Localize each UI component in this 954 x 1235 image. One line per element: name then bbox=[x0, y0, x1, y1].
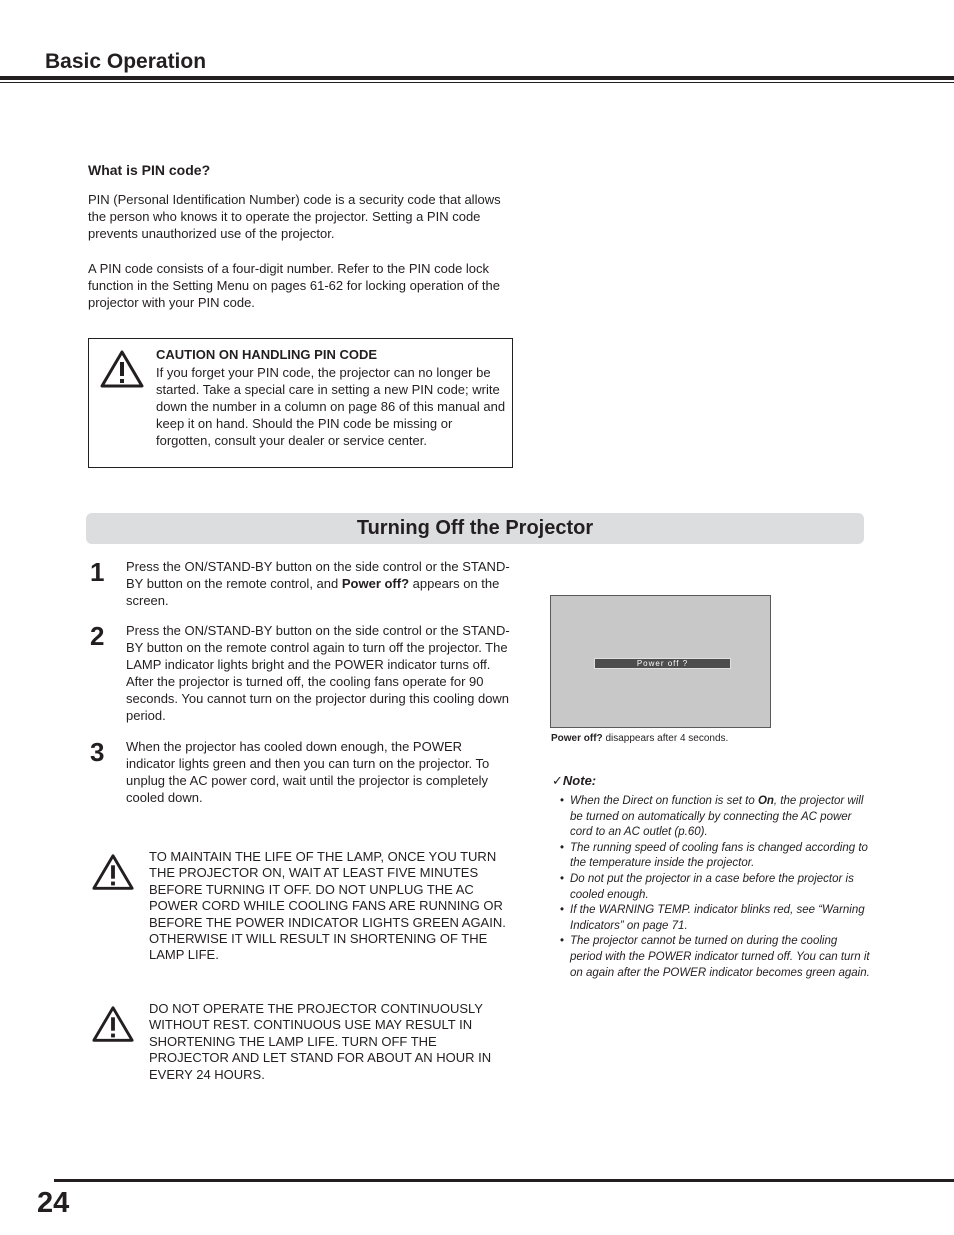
step-1-text-end: appears on the screen. bbox=[126, 576, 500, 608]
warning-text-2: DO NOT OPERATE THE PROJECTOR CONTINUOUSLY WITHOUT REST. CONTINUOUS USE MAY RESULT IN SHORTENING THE LAMP LIFE. TURN OFF THE PROJECTOR AND LET STAND FOR ABOUT AN HOUR IN EVERY 24 HOURS. bbox=[149, 1001, 492, 1082]
step-number-3: 3 bbox=[90, 737, 105, 767]
section-banner bbox=[86, 513, 864, 544]
header-rule-thin bbox=[0, 82, 954, 83]
page-number: 24 bbox=[37, 1187, 70, 1219]
footer-rule bbox=[54, 1179, 954, 1182]
note-heading bbox=[552, 773, 596, 789]
note-item-1-bold: On bbox=[757, 795, 774, 807]
note-list bbox=[560, 794, 870, 981]
note-item-1-start: When the Direct on function is set to bbox=[570, 795, 758, 807]
step-text-1 bbox=[126, 558, 511, 609]
note-item: • If the WARNING TEMP. indicator blinks red, see “Warning Indicators” on page 71. bbox=[560, 903, 870, 934]
caution-box bbox=[88, 338, 513, 468]
screen-caption-bold: Power off? bbox=[551, 733, 603, 744]
step-1-text-start: Press the ON/STAND-BY button on the side control or the STAND-BY button on the remote control, and bbox=[126, 559, 510, 591]
pin-paragraph-1: PIN (Personal Identification Number) code is a security code that allows the person who knows it to operate the projector. Setting a PIN code prevents unauthorized use of the projector. bbox=[88, 192, 501, 241]
step-text-3: When the projector has cooled down enough, the POWER indicator lights green and then you can turn on the projector. To unplug the AC power cord, wait until the projector is completely cooled down. bbox=[126, 739, 490, 805]
note-item: • The projector cannot be turned on during the cooling period with the POWER indicator turned off. You can turn it on again after the POWER indicator becomes green again. bbox=[560, 934, 870, 981]
projector-screen-illustration bbox=[550, 595, 771, 728]
step-number-2: 2 bbox=[90, 621, 105, 651]
warning-triangle-icon bbox=[91, 852, 135, 892]
note-item: • The running speed of cooling fans is changed according to the temperature inside the projector. bbox=[560, 841, 870, 872]
note-heading-label: Note: bbox=[562, 773, 597, 788]
step-text-2: Press the ON/STAND-BY button on the side control or the STAND-BY button on the remote control again to turn off the projector. The LAMP indicator lights bright and the POWER indicator turns off. After the projector is turned off, the cooling fans operate for 90 seconds. You cannot turn on the projector during this cooling down period. bbox=[126, 623, 510, 723]
warning-triangle-icon bbox=[91, 1004, 135, 1044]
power-off-message: Power off ? bbox=[594, 658, 731, 669]
caution-body: If you forget your PIN code, the projector can no longer be started. Take a special care in setting a new PIN code; write down the number in a column on page 86 of this manual and keep it on hand. Should the PIN code be missing or forgotten, consult your dealer or service center. bbox=[156, 365, 506, 448]
pin-paragraph-2: A PIN code consists of a four-digit number. Refer to the PIN code lock function in the Setting Menu on pages 61-62 for locking operation of the projector with your PIN code. bbox=[88, 261, 500, 310]
section-title: Turning Off the Projector bbox=[356, 517, 594, 539]
header-rule bbox=[0, 76, 954, 80]
note-item-1-end: , the projector will be turned on automatically by connecting the AC power cord to an AC outlet (p.60). bbox=[570, 795, 864, 839]
screen-caption-rest: disappears after 4 seconds. bbox=[602, 733, 729, 744]
caution-title: CAUTION ON HANDLING PIN CODE bbox=[156, 347, 377, 362]
step-1-bold: Power off? bbox=[341, 576, 410, 591]
warning-triangle-icon bbox=[99, 349, 145, 389]
warning-block-1 bbox=[88, 849, 518, 984]
checkmark-icon: ✓ bbox=[552, 773, 563, 788]
step-number-1: 1 bbox=[90, 557, 105, 587]
screen-caption bbox=[551, 733, 728, 744]
note-item bbox=[560, 794, 870, 841]
note-item: • Do not put the projector in a case before the projector is cooled enough. bbox=[560, 872, 870, 903]
warning-block-2 bbox=[88, 1001, 518, 1086]
pin-heading: What is PIN code? bbox=[88, 162, 211, 178]
page-header-title: Basic Operation bbox=[45, 50, 207, 73]
warning-text-1: TO MAINTAIN THE LIFE OF THE LAMP, ONCE YOU TURN THE PROJECTOR ON, WAIT AT LEAST FIVE MINUTES BEFORE TURNING IT OFF. DO NOT UNPLUG THE AC POWER CORD WHILE COOLING FANS ARE RUNNING OR BEFORE THE POWER INDICATOR LIGHTS GREEN AGAIN. OTHERWISE IT WILL RESULT IN SHORTENING OF THE LAMP LIFE. bbox=[149, 849, 506, 963]
